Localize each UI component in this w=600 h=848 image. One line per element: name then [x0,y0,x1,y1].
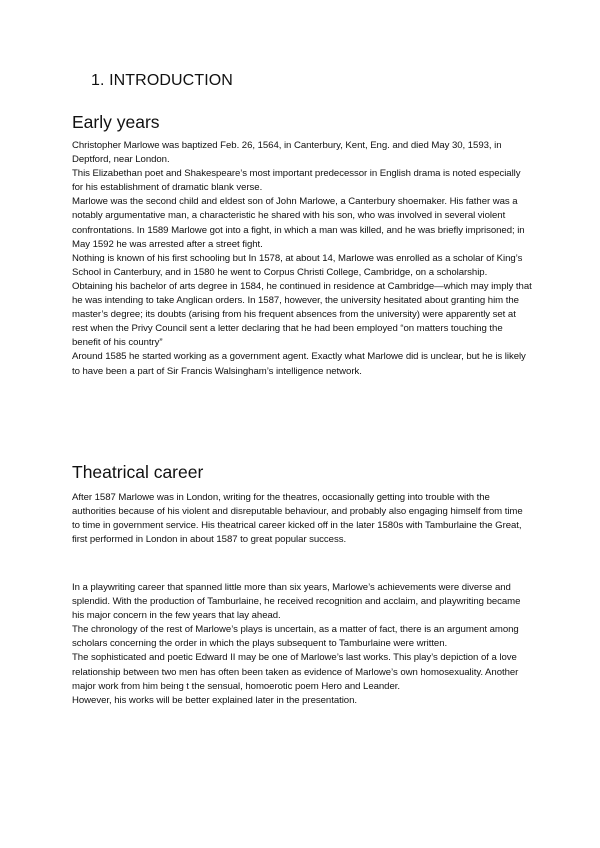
paragraph: This Elizabethan poet and Shakespeare’s most important predecessor in English drama is noted especially for his establishment of dramatic blank verse. [72,168,521,194]
section-heading-theatrical-career: Theatrical career [72,462,204,482]
paragraph: Obtaining his bachelor of arts degree in 1584, he continued in residence at Cambridge—which may imply that he was intending to take Anglican orders. In 1587, however, the university hesitated about granting him the master’s degree; its doubts (arising from his frequent absences from the university) were apparently set at rest when the Privy Council sent a letter declaring that he had been employed “on matters touching the benefit of his country” [72,280,532,349]
paragraph: The chronology of the rest of Marlowe’s plays is uncertain, as a matter of fact, there is an argument among scholars concerning the order in which the plays subsequent to Tamburlaine were written. [72,624,519,650]
paragraph: After 1587 Marlowe was in London, writing for the theatres, occasionally getting into trouble with the authorities because of his violent and disreputable behaviour, and probably also engaging himself from time to time in government service. His theatrical career kicked off in the later 1580s with Tamburlaine the Great, first performed in London in about 1587 to great popular success. [72,492,523,546]
paragraph: Nothing is known of his first schooling but In 1578, at about 14, Marlowe was enrolled as a scholar of King’s School in Canterbury, and in 1580 he went to Corpus Christi College, Cambridge, on a scholarship. [72,252,523,278]
paragraph: Marlowe was the second child and eldest son of John Marlowe, a Canterbury shoemaker. His father was a notably argumentative man, a characteristic he shared with his son, who was involved in several violent confrontations. In 1589 Marlowe got into a fight, in which a man was killed, and he was briefly imprisoned; in May 1592 he was arrested after a street fight. [72,196,525,250]
paragraph: Christopher Marlowe was baptized Feb. 26, 1564, in Canterbury, Kent, Eng. and died May 30, 1593, in Deptford, near London. [72,140,502,166]
section-body-theatrical-career [72,581,532,708]
section-body-theatrical-career-intro [72,491,532,547]
section-heading-early-years: Early years [72,112,160,132]
document-title: 1. INTRODUCTION [91,72,233,89]
section-body-early-years [72,139,532,379]
paragraph: The sophisticated and poetic Edward II may be one of Marlowe’s last works. This play’s depiction of a love relationship between two men has often been taken as evidence of Marlowe’s own homosexuality. Another major work from him being t the sensual, homoerotic poem Hero and Leander. [72,652,519,692]
paragraph: However, his works will be better explained later in the presentation. [72,694,357,706]
paragraph: In a playwriting career that spanned little more than six years, Marlowe’s achievements were diverse and splendid. With the production of Tamburlaine, he received recognition and acclaim, and playwriting became his major concern in the few years that lay ahead. [72,582,521,622]
paragraph: Around 1585 he started working as a government agent. Exactly what Marlowe did is unclear, but he is likely to have been a part of Sir Francis Walsingham’s intelligence network. [72,351,526,377]
